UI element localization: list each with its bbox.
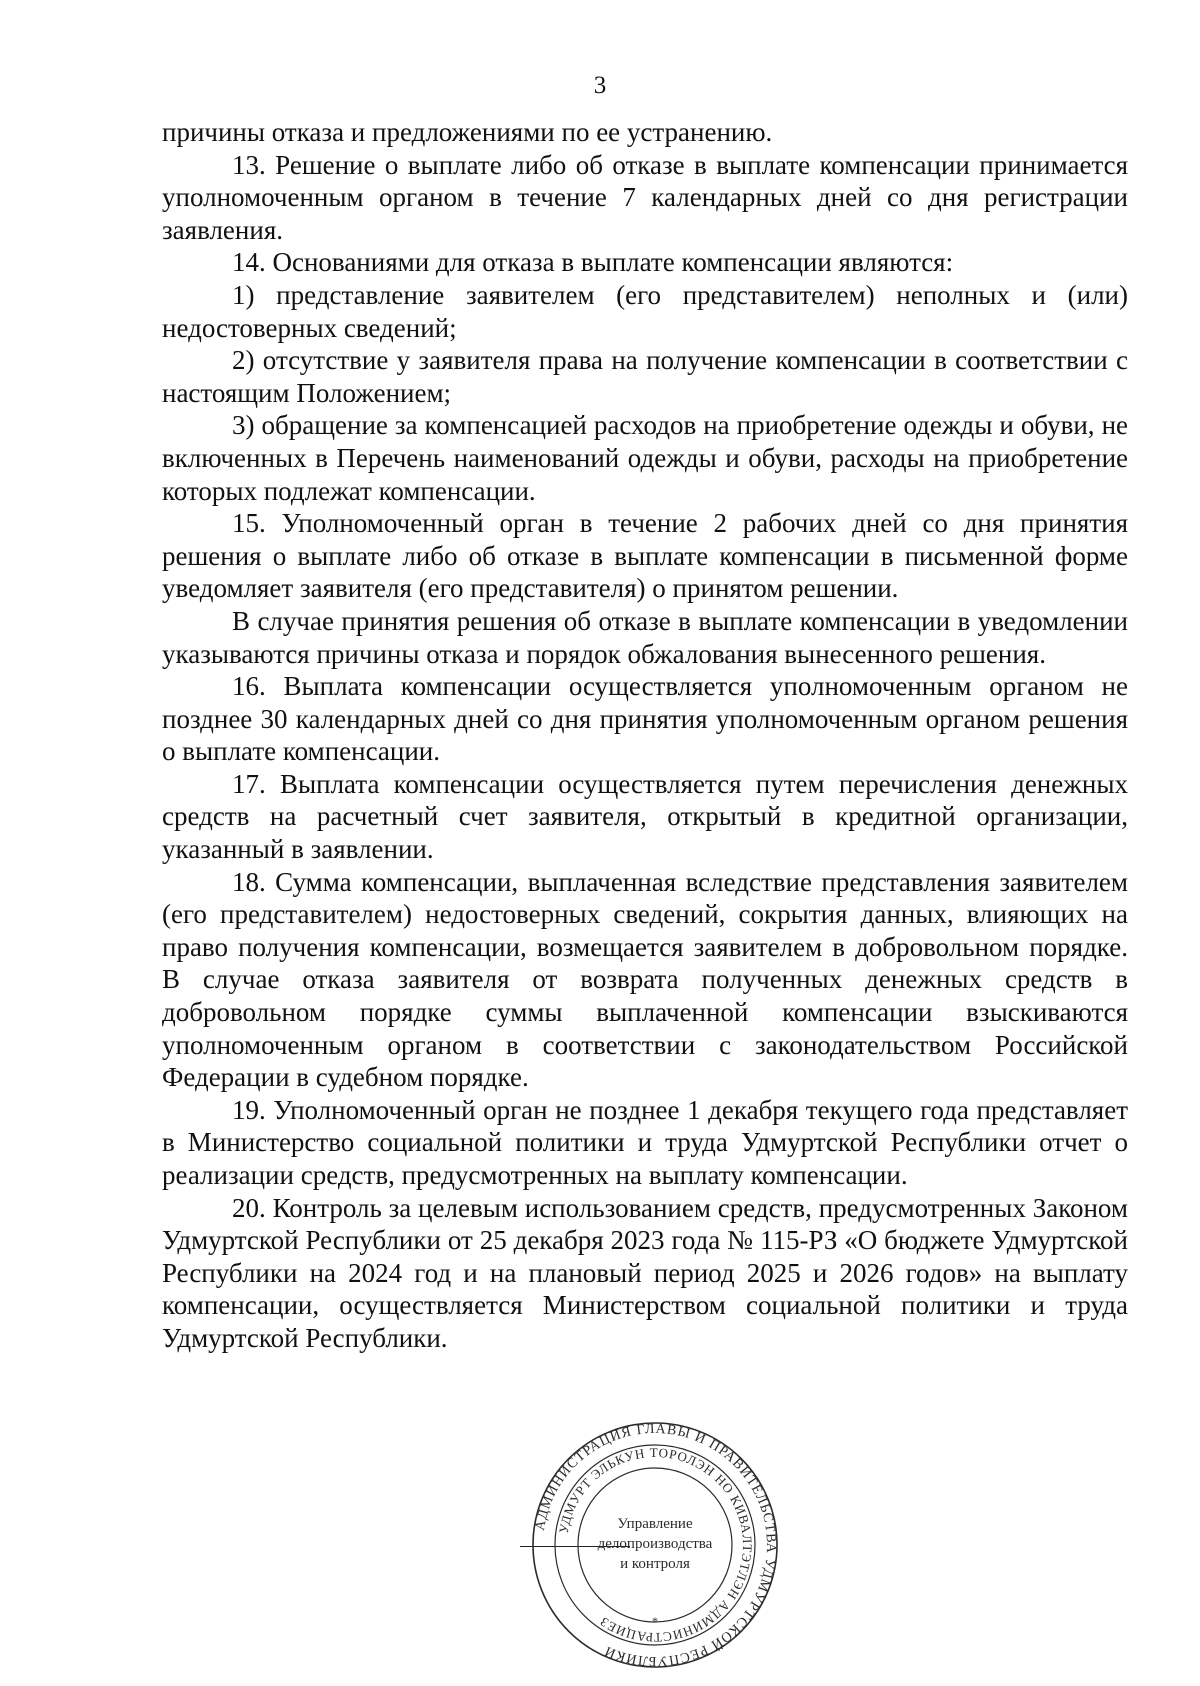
seal-center-line-2: делопроизводства	[597, 1536, 713, 1552]
paragraph-17: 17. Выплата компенсации осуществляется путем перечисления денежных средств на расчетный счет заявителя, открытый в кредитной организации, указанный в заявлении.	[162, 768, 1128, 865]
paragraph-14-item-3: 3) обращение за компенсацией расходов на приобретение одежды и обуви, не включенных в Перечень наименований одежды и обуви, расходы на приобретение которых подлежат компенсации.	[162, 410, 1128, 506]
paragraph-18: 18. Сумма компенсации, выплаченная вследствие представления заявителем (его представителем) недостоверных сведений, сокрытия данных, влияющих на право получения компенсации, возмещается заявителем в добровольном порядке. В случае отказа заявителя от возврата полученных денежных средств в добровольном порядке суммы выплаченной компенсации взыскиваются уполномоченным органом в соответствии с законодательством Российской Федерации в судебном порядке.	[162, 866, 1128, 1093]
document-body	[162, 116, 1128, 1355]
seal-center-line-3: и контроля	[620, 1556, 690, 1572]
paragraph-15-note: В случае принятия решения об отказе в выплате компенсации в уведомлении указываются причины отказа и порядок обжалования вынесенного решения.	[162, 605, 1128, 669]
page-number: 3	[593, 72, 607, 99]
official-seal	[530, 1420, 780, 1670]
paragraph-20: 20. Контроль за целевым использованием средств, предусмотренных Законом Удмуртской Республики от 25 декабря 2023 года № 115-РЗ «О бюджете Удмуртской Республики на 2024 год и на плановый период 2025 и 2026 годов» на выплату компенсации, осуществляется Министерством социальной политики и труда Удмуртской Республики.	[162, 1192, 1128, 1353]
seal-center-line-1: Управление	[617, 1516, 693, 1532]
paragraph-14: 14. Основаниями для отказа в выплате компенсации являются:	[232, 247, 954, 278]
paragraph-19: 19. Уполномоченный орган не позднее 1 декабря текущего года представляет в Министерство социальной политики и труда Удмуртской Республики отчет о реализации средств, предусмотренных на выплату компенсации.	[162, 1094, 1128, 1190]
seal-graphic	[530, 1420, 780, 1670]
paragraph-15: 15. Уполномоченный орган в течение 2 рабочих дней со дня принятия решения о выплате либо об отказе в выплате компенсации в письменной форме уведомляет заявителя (его представителя) о принятом решении.	[162, 508, 1128, 604]
paragraph-13: 13. Решение о выплате либо об отказе в выплате компенсации принимается уполномоченным органом в течение 7 календарных дней со дня регистрации заявления.	[162, 149, 1128, 245]
paragraph-16: 16. Выплата компенсации осуществляется уполномоченным органом не позднее 30 календарных дней со дня принятия уполномоченным органом решения о выплате компенсации.	[162, 671, 1128, 767]
paragraph-14-item-2: 2) отсутствие у заявителя права на получение компенсации в соответствии с настоящим Положением;	[162, 345, 1128, 408]
seal-star: *	[652, 1614, 658, 1628]
paragraph-continuation: причины отказа и предложениями по ее устранению.	[162, 117, 773, 147]
seal-inner-text: УДМУРТ ЭЛЬКУН ТОРОЛЭН НО КИВАЛТЭТЛЭН АДМИНИСТРАЦИЕЗ	[555, 1444, 756, 1646]
paragraph-14-item-1: 1) представление заявителем (его представителем) неполных и (или) недостоверных сведений;	[162, 279, 1128, 343]
seal-outer-text: АДМИНИСТРАЦИЯ ГЛАВЫ И ПРАВИТЕЛЬСТВА УДМУРТСКОЙ РЕСПУБЛИКИ	[532, 1421, 779, 1669]
